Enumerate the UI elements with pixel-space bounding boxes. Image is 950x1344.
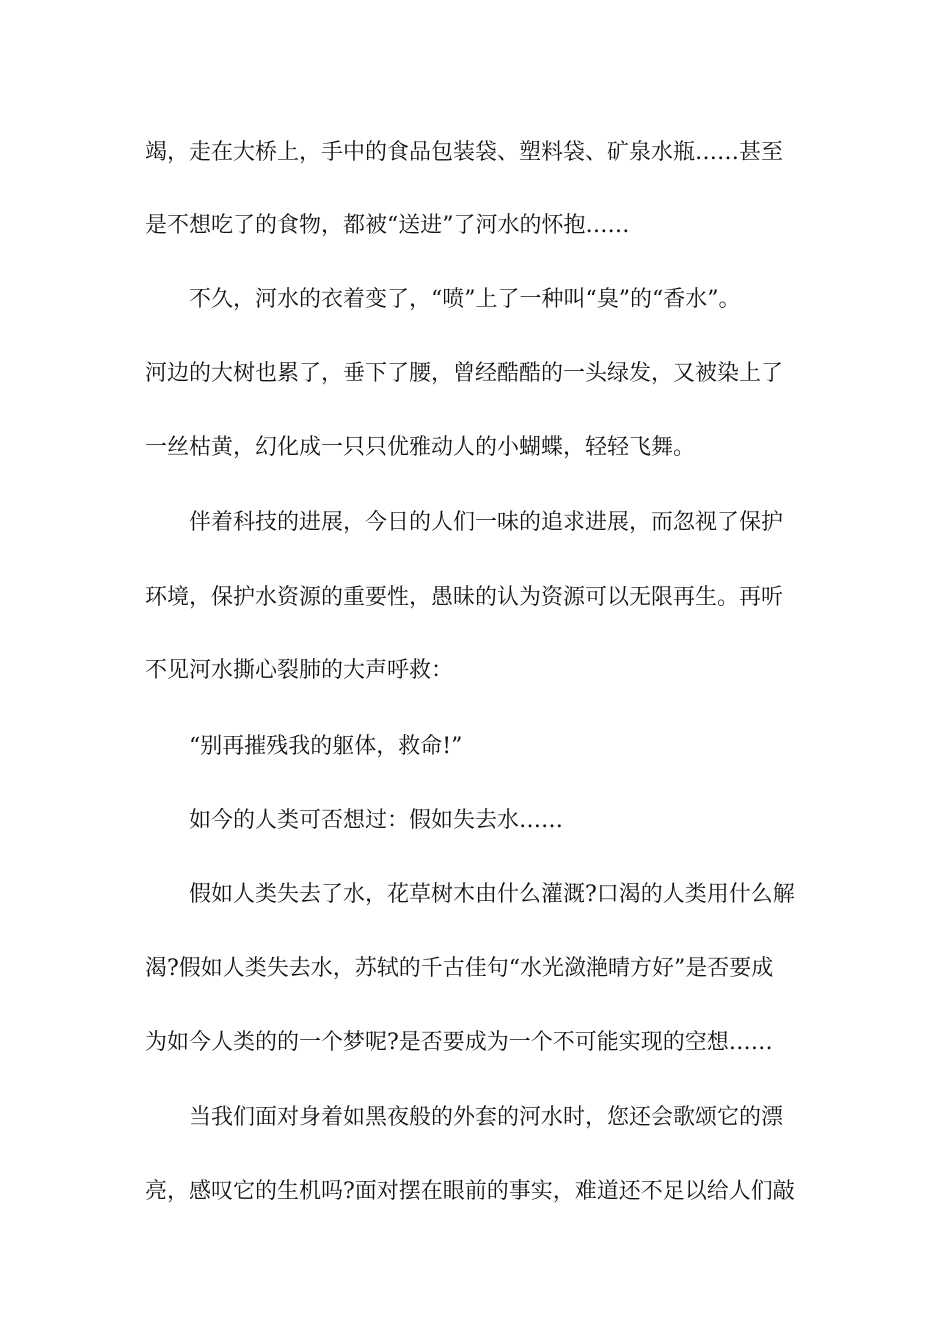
paragraph-start-line: 假如人类失去了水，花草树木由什么灌溉?口渴的人类用什么解 — [189, 882, 795, 907]
paragraph-start-line: 当我们面对身着如黑夜般的外套的河水时，您还会歌颂它的漂 — [189, 1105, 784, 1130]
quote-line: “别再摧残我的躯体，救命!” — [189, 734, 463, 759]
text-line: 竭，走在大桥上，手中的食品包装袋、塑料袋、矿泉水瓶……甚至 — [145, 140, 784, 165]
text-line: 为如今人类的的一个梦呢?是否要成为一个不可能实现的空想…… — [145, 1030, 773, 1055]
text-line: 不见河水撕心裂肺的大声呼救： — [145, 658, 454, 683]
text-line: 环境，保护水资源的重要性，愚昧的认为资源可以无限再生。再听 — [145, 585, 784, 610]
paragraph-start-line: 伴着科技的进展，今日的人们一味的追求进展，而忽视了保护 — [189, 510, 784, 535]
text-line: 是不想吃了的食物，都被“送进”了河水的怀抱…… — [145, 213, 630, 238]
text-line: 渴?假如人类失去水，苏轼的千古佳句“水光潋滟晴方好”是否要成 — [145, 956, 774, 981]
text-line: 河边的大树也累了，垂下了腰，曾经酷酷的一头绿发，又被染上了 — [145, 361, 784, 386]
paragraph-start-line: 不久，河水的衣着变了，“喷”上了一种叫“臭”的“香水”。 — [189, 287, 741, 312]
text-line: 一丝枯黄，幻化成一只只优雅动人的小蝴蝶，轻轻飞舞。 — [145, 435, 696, 460]
paragraph-start-line: 如今的人类可否想过：假如失去水…… — [189, 808, 564, 833]
text-line: 亮，感叹它的生机吗?面对摆在眼前的事实，难道还不足以给人们敲 — [145, 1179, 795, 1204]
